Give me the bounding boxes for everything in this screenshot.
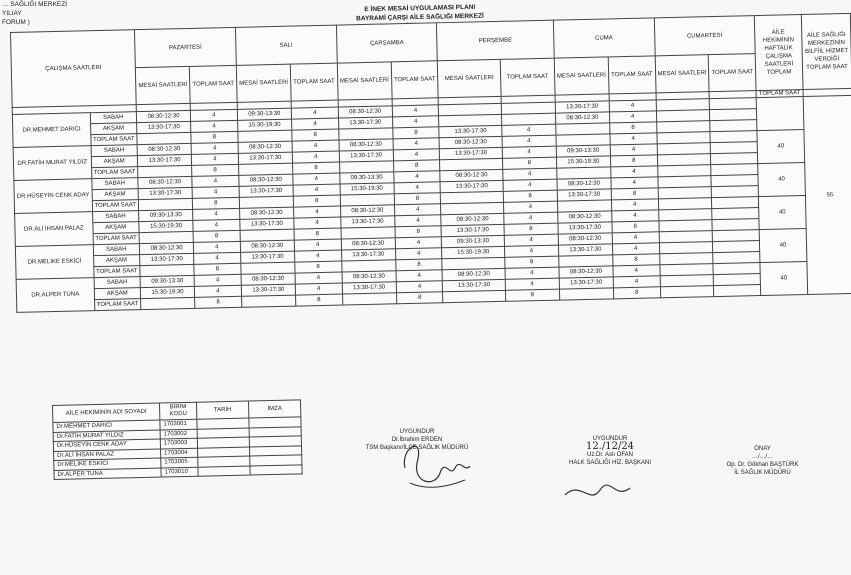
shift-hours: 08:30-12:30: [340, 205, 394, 217]
shift-total: 4: [192, 175, 239, 187]
shift-hours: 13:30-17:30: [137, 121, 191, 133]
shift-total: 8: [195, 296, 242, 308]
signature-block-3: [705, 445, 820, 477]
shift-label: TOPLAM SAAT: [94, 299, 141, 311]
approval-date: 12./12/24: [585, 441, 635, 452]
shift-label: SABAH: [94, 277, 141, 289]
shift-total: 4: [194, 274, 241, 286]
shift-total: 4: [395, 248, 442, 260]
doctor-name: DR.MEHMET DARICI: [12, 113, 90, 148]
shift-hours: [241, 295, 295, 307]
shift-total: 4: [293, 173, 340, 185]
day-header: PERŞEMBE: [437, 20, 554, 61]
weekly-total: 40: [758, 195, 806, 229]
doctor-list-name: Dr.MEHMET DARICI: [53, 420, 160, 432]
shift-total: 4: [395, 237, 442, 249]
shift-total: 4: [293, 184, 340, 196]
shift-hours: 13:30-17:30: [240, 251, 294, 263]
shift-total: 4: [392, 116, 439, 128]
weekly-total: 40: [759, 228, 807, 262]
signer-title: TSM Başkanı/İLÇE SAĞLIK MÜDÜRÜ: [365, 445, 469, 451]
doctor-list-name: Dr.HÜSEYİN CENK ADAY: [53, 439, 160, 451]
shift-hours: 13:30-17:30: [239, 185, 293, 197]
shift-total: 4: [504, 245, 558, 257]
shift-label: AKŞAM: [93, 255, 140, 267]
shift-hours: 13:30-17:30: [440, 147, 503, 159]
aile-hekimi-header: AİLE HEKİMİNİN HAFTALIK ÇALIŞMA SAATLERİ TOPLAM: [754, 15, 803, 91]
shift-total: 4: [190, 109, 237, 121]
shift-label: TOPLAM SAAT: [91, 167, 138, 179]
signer-title: İL SAĞLIK MÜDÜRÜ: [734, 470, 791, 476]
doctor-name: DR.ALPER TUNA: [16, 278, 94, 313]
day-header: CUMA: [553, 18, 655, 58]
shift-hours: 08:30-12:30: [240, 240, 294, 252]
doctor-name: DR.FATİH MURAT YILDIZ: [13, 146, 91, 181]
shift-total: 4: [192, 186, 239, 198]
shift-total: 4: [612, 210, 659, 222]
shift-hours: [559, 288, 613, 300]
shift-total: 4: [613, 276, 660, 288]
shift-hours: 08:30-12:30: [342, 271, 396, 283]
shift-total: 4: [609, 111, 656, 123]
shift-label: TOPLAM SAAT: [90, 134, 137, 146]
asm-hizmet-header: AİLE SAĞLIĞI MERKEZİNİN BİLFİİL HİZMET VERDİĞİ TOPLAM SAAT: [801, 13, 851, 89]
shift-hours: 15:30-19:30: [556, 156, 610, 168]
shift-total: 4: [502, 146, 556, 158]
approval-status: ONAY: [754, 446, 771, 452]
shift-total: 4: [294, 217, 341, 229]
shift-total: 4: [609, 100, 656, 112]
mesai-saatleri-header: MESAİ SAATLERİ: [554, 57, 609, 95]
shift-total: 4: [392, 105, 439, 117]
unit-code: 1703010: [161, 467, 198, 477]
doctor-list-name: Dr.FATİH MURAT YILDIZ: [53, 430, 160, 442]
shift-total: 4: [504, 234, 558, 246]
doctor-list-name: Dr.ALPER TUNA: [54, 468, 161, 480]
doctor-list-name: Dr.MELİKE ESKİCİ: [54, 458, 161, 470]
toplam-saat-header: TOPLAM SAAT: [391, 61, 438, 99]
corner-header: ÇALIŞMA SAATLERİ: [11, 30, 137, 108]
shift-label: SABAH: [91, 178, 138, 190]
title-line: E İNEK MESAİ UYGULAMASI PLANI: [364, 3, 476, 14]
shift-hours: 13:30-17:30: [441, 224, 504, 236]
shift-hours: 15:30-19:30: [140, 286, 194, 298]
shift-hours: 13:30-17:30: [557, 189, 611, 201]
shift-total: 4: [194, 252, 241, 264]
doc-code-header: BİRİM KODU: [159, 402, 196, 420]
doctor-list-name: Dr.ALİ İHSAN PALAZ: [54, 449, 161, 461]
shift-label: SABAH: [91, 145, 138, 157]
shift-total: 4: [191, 120, 238, 132]
shift-hours: 13:30-17:30: [558, 244, 612, 256]
header-line: FORUM ): [2, 19, 30, 26]
shift-total: 8: [293, 162, 340, 174]
approval-status: UYGUNDUR: [592, 436, 628, 442]
toplam-saat-header: TOPLAM SAAT: [500, 58, 555, 96]
shift-hours: 09:30-13:30: [556, 145, 610, 157]
shift-hours: [141, 297, 195, 309]
day-header: CUMARTESİ: [654, 16, 755, 56]
doc-sign-header: İMZA: [248, 400, 300, 418]
shift-total: 4: [612, 232, 659, 244]
shift-total: 4: [611, 177, 658, 189]
shift-total: 8: [295, 261, 342, 273]
mesai-saatleri-header: MESAİ SAATLERİ: [655, 55, 710, 93]
cumartesi-mesai: [660, 286, 714, 298]
shift-hours: 15:30-19:30: [237, 119, 291, 131]
toplam-saat-header: TOPLAM SAAT: [608, 56, 655, 94]
shift-total: 4: [193, 241, 240, 253]
signature-block-2: [545, 435, 675, 467]
shift-hours: 09:30-13:30: [442, 235, 505, 247]
unit-code: 1703005: [161, 457, 198, 467]
date-cell: [198, 466, 250, 477]
shift-hours: 13:30-17:30: [137, 154, 191, 166]
unit-code: 1703001: [160, 419, 197, 429]
shift-total: 4: [393, 149, 440, 161]
shift-total: 4: [394, 171, 441, 183]
shift-total: 4: [393, 138, 440, 150]
shift-total: 4: [395, 215, 442, 227]
shift-total: 4: [396, 270, 443, 282]
shift-hours: 08:30-12:30: [137, 143, 191, 155]
shift-label: TOPLAM SAAT: [93, 266, 140, 278]
shift-total: 8: [393, 160, 440, 172]
shift-hours: 08:30-12:30: [338, 106, 392, 118]
shift-total: 8: [191, 131, 238, 143]
shift-total: 4: [613, 265, 660, 277]
shift-hours: 08:30-12:30: [559, 266, 613, 278]
shift-hours: 13:30-17:30: [241, 284, 295, 296]
shift-total: 4: [503, 201, 557, 213]
unit-code: 1703004: [161, 448, 198, 458]
shift-hours: 08:30-12:30: [441, 213, 504, 225]
shift-total: 4: [502, 135, 556, 147]
handwritten-signature-2: [560, 470, 640, 510]
shift-hours: 08:30-12:30: [557, 178, 611, 190]
shift-hours: 08:30-12:30: [238, 141, 292, 153]
shift-total: 8: [192, 197, 239, 209]
shift-total: 4: [193, 208, 240, 220]
shift-hours: 08:30-12:30: [557, 211, 611, 223]
shift-hours: 08:30-12:30: [138, 176, 192, 188]
shift-total: 8: [610, 122, 657, 134]
shift-total: 4: [191, 142, 238, 154]
shift-label: SABAH: [92, 211, 139, 223]
shift-hours: 09:30-13:30: [237, 108, 291, 120]
shift-total: 4: [292, 118, 339, 130]
shift-hours: 13:30-17:30: [559, 277, 613, 289]
shift-label: TOPLAM SAAT: [93, 233, 140, 245]
shift-total: 4: [191, 153, 238, 165]
shift-hours: 08:30-12:30: [136, 110, 190, 122]
weekly-total: 40: [758, 163, 806, 197]
shift-total: 8: [613, 287, 660, 299]
doc-name-header: AİLE HEKİMİNİN ADI SOYADI: [53, 403, 160, 422]
shift-total: 8: [393, 127, 440, 139]
shift-label: AKŞAM: [90, 123, 137, 135]
signer-name: Op. Dr. Gökhan BAŞTÜRK: [726, 462, 799, 468]
shift-hours: 13:30-17:30: [558, 222, 612, 234]
shift-hours: 08:30-12:30: [239, 207, 293, 219]
day-header: PAZARTESİ: [135, 27, 237, 67]
weekly-total: [756, 97, 804, 131]
shift-hours: 09:30-13:30: [140, 275, 194, 287]
shift-hours: 13:30-17:30: [342, 282, 396, 294]
shift-total: 4: [611, 199, 658, 211]
weekly-total: 40: [757, 130, 805, 164]
shift-total: 8: [613, 254, 660, 266]
shift-hours: 08:30-12:30: [442, 268, 505, 280]
work-plan-table: [10, 13, 851, 313]
handwritten-signature-1: [395, 428, 475, 498]
shift-total: 8: [503, 190, 557, 202]
shift-total: 8: [294, 228, 341, 240]
shift-hours: 13:30-17:30: [238, 152, 292, 164]
shift-total: 8: [192, 164, 239, 176]
toplam-saat-header: TOPLAM SAAT: [709, 54, 756, 92]
shift-total: 4: [610, 133, 657, 145]
shift-hours: 13:30-17:30: [339, 150, 393, 162]
shift-hours: 13:30-17:30: [555, 101, 609, 113]
shift-total: 4: [394, 204, 441, 216]
shift-hours: 08:30-12:30: [558, 233, 612, 245]
shift-hours: 09:30-13:30: [139, 209, 193, 221]
shift-hours: 08:30-12:30: [555, 112, 609, 124]
shift-total: 4: [502, 124, 556, 136]
approval-status: UYGUNDUR: [399, 429, 435, 435]
doctor-name: DR.ALİ İHSAN PALAZ: [15, 212, 93, 247]
shift-total: 4: [611, 166, 658, 178]
approval-date: …/…/…: [751, 454, 774, 460]
shift-total: 8: [504, 223, 558, 235]
shift-hours: 08:30-12:30: [139, 242, 193, 254]
shift-total: 4: [294, 239, 341, 251]
signature-cell: [250, 464, 302, 475]
shift-hours: 15:30-19:30: [139, 220, 193, 232]
shift-total: 4: [612, 243, 659, 255]
shift-total: 8: [611, 188, 658, 200]
shift-hours: 08:30-12:30: [440, 169, 503, 181]
day-header: ÇARŞAMBA: [336, 23, 438, 63]
mesai-saatleri-header: MESAİ SAATLERİ: [135, 66, 190, 104]
doctor-name: DR.HÜSEYİN CENK ADAY: [14, 179, 92, 214]
shift-label: TOPLAM SAAT: [92, 200, 139, 212]
day-header: SALI: [235, 25, 337, 65]
shift-total: 8: [395, 226, 442, 238]
shift-total: 8: [194, 263, 241, 275]
shift-total: 4: [610, 144, 657, 156]
shift-total: 4: [292, 140, 339, 152]
shift-hours: 13:30-17:30: [341, 249, 395, 261]
shift-hours: 13:30-17:30: [338, 117, 392, 129]
shift-total: 4: [505, 278, 559, 290]
shift-total: 8: [292, 129, 339, 141]
haftalik-toplam-header: TOPLAM SAAT: [756, 90, 803, 98]
signer-name: Dr.İbrahim ERDEN: [391, 437, 443, 443]
shift-label: AKŞAM: [92, 222, 139, 234]
shift-total: 4: [294, 206, 341, 218]
shift-hours: 13:30-17:30: [138, 187, 192, 199]
shift-hours: 15:30-19:30: [340, 183, 394, 195]
shift-hours: 15:30-19:30: [442, 246, 505, 258]
toplam-saat-header: TOPLAM SAAT: [290, 63, 337, 101]
cumartesi-toplam: [714, 285, 761, 297]
signer-title: HALK SAĞLIĞI HİZ. BAŞKANI: [568, 460, 652, 466]
shift-hours: 13:30-17:30: [140, 253, 194, 265]
shift-label: SABAH: [93, 244, 140, 256]
asm-total: 55: [803, 95, 851, 294]
shift-total: 4: [194, 285, 241, 297]
shift-label: AKŞAM: [94, 288, 141, 300]
title-line: BAYRAMİ ÇARŞI AİLE SAĞLIĞI MERKEZİ: [356, 12, 484, 22]
mesai-saatleri-header: MESAİ SAATLERİ: [337, 62, 392, 100]
shift-total: 4: [505, 267, 559, 279]
shift-hours: 13:30-17:30: [443, 279, 506, 291]
shift-hours: 13:30-17:30: [439, 125, 502, 137]
shift-hours: [443, 290, 506, 302]
shift-total: 4: [394, 182, 441, 194]
shift-total: 8: [502, 157, 556, 169]
shift-hours: 08:30-12:30: [339, 139, 393, 151]
shift-total: 8: [293, 195, 340, 207]
header-line: YILIAY: [2, 10, 22, 17]
shift-total: 8: [505, 289, 559, 301]
shift-total: 4: [193, 219, 240, 231]
shift-total: 8: [193, 230, 240, 242]
shift-label: AKŞAM: [91, 156, 138, 168]
shift-hours: 08:30-12:30: [341, 238, 395, 250]
doctor-name: DR.MELİKE ESKİCİ: [15, 245, 93, 280]
shift-total: 4: [503, 168, 557, 180]
shift-total: 4: [292, 151, 339, 163]
shift-total: 8: [296, 294, 343, 306]
shift-label: AKŞAM: [92, 189, 139, 201]
mesai-saatleri-header: MESAİ SAATLERİ: [236, 64, 291, 102]
shift-hours: 13:30-17:30: [240, 218, 294, 230]
doctor-list-table: [52, 399, 303, 480]
unit-code: 1703002: [160, 429, 197, 439]
shift-hours: 08:30-12:30: [241, 273, 295, 285]
shift-label: SABAH: [90, 112, 137, 124]
unit-code: 1703003: [160, 438, 197, 448]
mesai-saatleri-header: MESAİ SAATLERİ: [438, 59, 501, 97]
doc-date-header: TARİH: [196, 401, 248, 419]
shift-total: 4: [295, 250, 342, 262]
shift-total: 4: [291, 107, 338, 119]
shift-total: 4: [295, 272, 342, 284]
shift-hours: 09:30-13:30: [339, 172, 393, 184]
shift-total: 4: [295, 283, 342, 295]
shift-total: 8: [505, 256, 559, 268]
shift-total: 4: [396, 281, 443, 293]
shift-total: 8: [396, 259, 443, 271]
toplam-saat-header: TOPLAM SAAT: [189, 65, 236, 103]
header-line: … SAĞLIĞI MERKEZİ: [2, 1, 68, 8]
shift-total: 4: [503, 179, 557, 191]
shift-total: 8: [612, 221, 659, 233]
shift-total: 4: [504, 212, 558, 224]
weekly-total: 40: [760, 261, 808, 295]
shift-total: 8: [394, 193, 441, 205]
shift-total: 8: [610, 155, 657, 167]
shift-hours: 08:30-12:30: [439, 136, 502, 148]
header-left: [2, 0, 67, 27]
shift-hours: 08:30-12:30: [239, 174, 293, 186]
shift-hours: [342, 293, 396, 305]
shift-hours: 13:30-17:30: [340, 216, 394, 228]
shift-hours: 13:30-17:30: [440, 180, 503, 192]
shift-total: 8: [396, 292, 443, 304]
signer-name: Uz.Dr. Aslı OFAN: [586, 452, 633, 458]
